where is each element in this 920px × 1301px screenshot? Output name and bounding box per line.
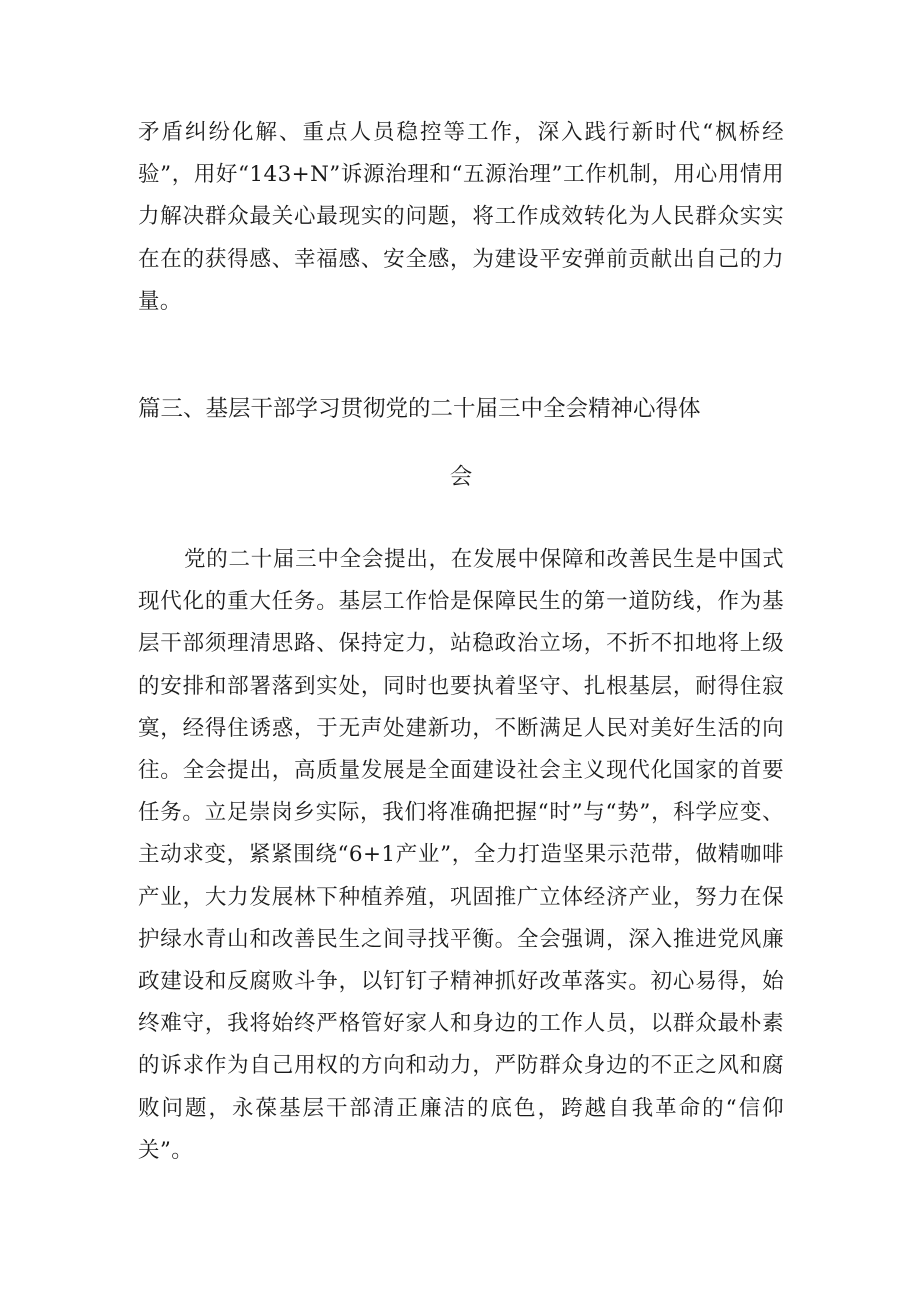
body-paragraph: 党的二十届三中全会提出，在发展中保障和改善民生是中国式现代化的重大任务。基层工作恰是保障民生的第一道防线，作为基层干部须理清思路、保持定力，站稳政治立场，不折不扣地将上级的安排和部署落到实处，同时也要执着坚守、扎根基层，耐得住寂寞，经得住诱惑，于无声处建新功，不断满足人民对美好生活的向往。全会提出，高质量发展是全面建设社会主义现代化国家的首要任务。立足崇岗乡实际，我们将准确把握“时”与“势”，科学应变、主动求变，紧紧围绕“6+1产业”，全力打造坚果示范带，做精咖啡产业，大力发展林下种植养殖，巩固推广立体经济产业，努力在保护绿水青山和改善民生之间寻找平衡。全会强调，深入推进党风廉政建设和反腐败斗争，以钉钉子精神抓好改革落实。初心易得，始终难守，我将始终严格管好家人和身边的工作人员，以群众最朴素的诉求作为自己用权的方向和动力，严防群众身边的不正之风和腐败问题，永葆基层干部清正廉洁的底色，跨越自我革命的“信仰关”。 <box>138 547 784 1163</box>
section-heading-line1: 篇三、基层干部学习贯彻党的二十届三中全会精神心得体 <box>138 396 701 422</box>
section-heading <box>138 379 784 507</box>
section-heading-line2: 会 <box>449 464 473 490</box>
continuation-paragraph: 矛盾纠纷化解、重点人员稳控等工作，深入践行新时代“枫桥经验”，用好“143+N”诉源治理和“五源治理”工作机制，用心用情用力解决群众最关心最现实的问题，将工作成效转化为人民群众实实在在的获得感、幸福感、安全感，为建设平安弹前贡献出自己的力量。 <box>138 120 784 314</box>
